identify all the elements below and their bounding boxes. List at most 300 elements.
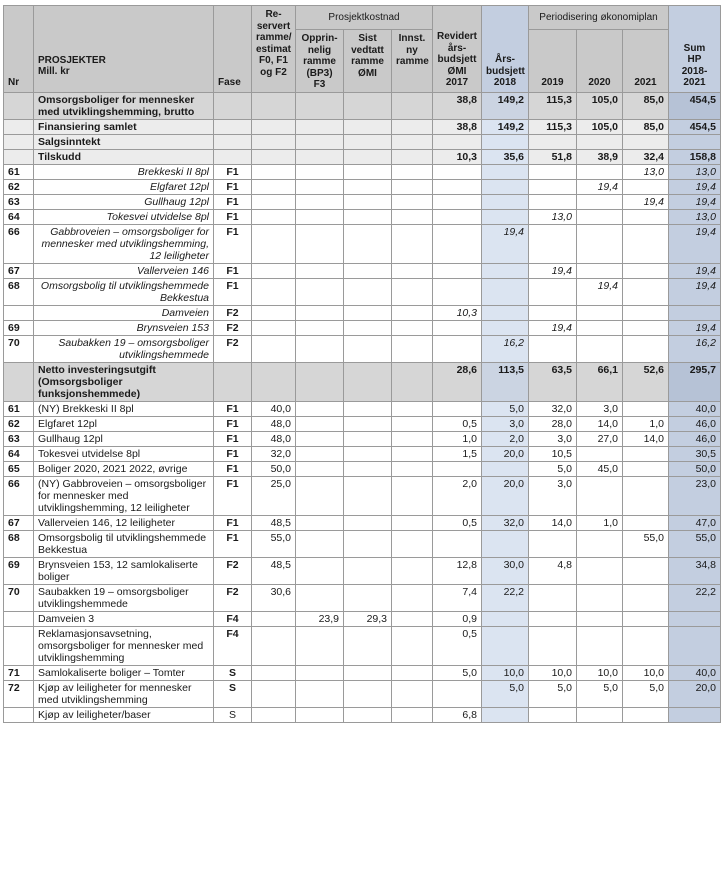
- header-opprinnelig-l1: Opprin-: [301, 33, 338, 44]
- table-row: [4, 263, 721, 278]
- sum-value: 19,4: [669, 194, 721, 209]
- opprinnelig-value: [296, 149, 344, 164]
- value-2019: 5,0: [529, 461, 577, 476]
- value-2020: 45,0: [577, 461, 623, 476]
- nr-cell: 70: [4, 335, 34, 362]
- nr-cell: 61: [4, 401, 34, 416]
- fase-cell: F1: [214, 263, 252, 278]
- sum-value: 16,2: [669, 335, 721, 362]
- value-2021: [623, 224, 669, 263]
- reserved-value: 55,0: [252, 530, 296, 557]
- reserved-value: [252, 278, 296, 305]
- arsbudsjett-value: 3,0: [482, 416, 529, 431]
- table-row: [4, 209, 721, 224]
- opprinnelig-value: [296, 263, 344, 278]
- revidert-value: 10,3: [433, 149, 482, 164]
- innst-value: [392, 119, 433, 134]
- arsbudsjett-value: [482, 611, 529, 626]
- sist-vedtatt-value: [344, 263, 392, 278]
- sist-vedtatt-value: [344, 476, 392, 515]
- revidert-value: [433, 461, 482, 476]
- innst-value: [392, 92, 433, 119]
- value-2020: [577, 530, 623, 557]
- value-2020: [577, 707, 623, 722]
- value-2020: [577, 557, 623, 584]
- reserved-value: 25,0: [252, 476, 296, 515]
- innst-value: [392, 278, 433, 305]
- value-2019: [529, 134, 577, 149]
- table-row: [4, 305, 721, 320]
- value-2021: 10,0: [623, 665, 669, 680]
- project-name: Brynsveien 153, 12 samlokaliserte boliger: [34, 557, 214, 584]
- value-2020: 5,0: [577, 680, 623, 707]
- header-opprinnelig: [296, 30, 344, 93]
- header-opprinnelig-l2: nelig: [307, 44, 332, 56]
- value-2019: [529, 164, 577, 179]
- opprinnelig-value: [296, 446, 344, 461]
- sist-vedtatt-value: [344, 446, 392, 461]
- value-2021: 19,4: [623, 194, 669, 209]
- table-row: [4, 584, 721, 611]
- header-opprinnelig-l3: ramme: [303, 56, 336, 67]
- revidert-value: 12,8: [433, 557, 482, 584]
- header-2019: 2019: [529, 30, 577, 93]
- fase-cell: F1: [214, 209, 252, 224]
- header-innst-l2: ny: [406, 44, 418, 56]
- nr-cell: [4, 134, 34, 149]
- project-name: Damveien: [34, 305, 214, 320]
- arsbudsjett-value: [482, 209, 529, 224]
- header-arsbudsjett-l2: budsjett: [486, 65, 525, 77]
- nr-cell: [4, 92, 34, 119]
- fase-cell: F1: [214, 179, 252, 194]
- nr-cell: 67: [4, 515, 34, 530]
- value-2020: [577, 263, 623, 278]
- table-row: [4, 431, 721, 446]
- sum-value: 40,0: [669, 665, 721, 680]
- value-2021: 5,0: [623, 680, 669, 707]
- header-sum-l2: HP: [687, 54, 702, 65]
- value-2021: [623, 584, 669, 611]
- sum-value: 22,2: [669, 584, 721, 611]
- header-2021: 2021: [623, 30, 669, 93]
- value-2021: [623, 263, 669, 278]
- opprinnelig-value: [296, 401, 344, 416]
- revidert-value: 10,3: [433, 305, 482, 320]
- sum-value: 295,7: [669, 362, 721, 401]
- arsbudsjett-value: [482, 164, 529, 179]
- opprinnelig-value: [296, 707, 344, 722]
- nr-cell: 71: [4, 665, 34, 680]
- arsbudsjett-value: 30,0: [482, 557, 529, 584]
- fase-cell: F1: [214, 431, 252, 446]
- opprinnelig-value: [296, 530, 344, 557]
- value-2021: [623, 134, 669, 149]
- arsbudsjett-value: 2,0: [482, 431, 529, 446]
- sum-value: 454,5: [669, 119, 721, 134]
- header-arsbudsjett: [482, 6, 529, 93]
- value-2019: [529, 584, 577, 611]
- project-name: Tilskudd: [34, 149, 214, 164]
- value-2020: 19,4: [577, 278, 623, 305]
- reserved-value: [252, 179, 296, 194]
- fase-cell: F1: [214, 515, 252, 530]
- revidert-value: 0,5: [433, 416, 482, 431]
- sist-vedtatt-value: [344, 557, 392, 584]
- fase-cell: F2: [214, 335, 252, 362]
- header-sist-l4: ØMI: [358, 67, 377, 79]
- project-name: (NY) Gabbroveien – omsorgsboliger for mennesker med utviklingshemming, 12 leiligheter: [34, 476, 214, 515]
- reserved-value: [252, 362, 296, 401]
- revidert-value: 28,6: [433, 362, 482, 401]
- project-name: Gullhaug 12pl: [34, 194, 214, 209]
- value-2020: 3,0: [577, 401, 623, 416]
- reserved-value: [252, 92, 296, 119]
- sist-vedtatt-value: [344, 680, 392, 707]
- value-2019: 19,4: [529, 320, 577, 335]
- innst-value: [392, 584, 433, 611]
- value-2020: 14,0: [577, 416, 623, 431]
- value-2020: 27,0: [577, 431, 623, 446]
- opprinnelig-value: [296, 119, 344, 134]
- revidert-value: 6,8: [433, 707, 482, 722]
- sist-vedtatt-value: [344, 707, 392, 722]
- innst-value: [392, 611, 433, 626]
- header-reserved: [252, 6, 296, 93]
- revidert-value: [433, 278, 482, 305]
- value-2019: [529, 278, 577, 305]
- nr-cell: [4, 119, 34, 134]
- opprinnelig-value: [296, 362, 344, 401]
- value-2019: 63,5: [529, 362, 577, 401]
- reserved-value: [252, 320, 296, 335]
- fase-cell: F1: [214, 194, 252, 209]
- arsbudsjett-value: 5,0: [482, 680, 529, 707]
- header-revidert-l2: års-: [447, 42, 467, 54]
- arsbudsjett-value: 149,2: [482, 92, 529, 119]
- opprinnelig-value: 23,9: [296, 611, 344, 626]
- table-row: [4, 611, 721, 626]
- reserved-value: [252, 164, 296, 179]
- table-row: [4, 530, 721, 557]
- project-name: Saubakken 19 – omsorgsboliger utviklingshemmede: [34, 335, 214, 362]
- revidert-value: 5,0: [433, 665, 482, 680]
- arsbudsjett-value: 10,0: [482, 665, 529, 680]
- revidert-value: [433, 134, 482, 149]
- table-row: [4, 335, 721, 362]
- nr-cell: 62: [4, 179, 34, 194]
- innst-value: [392, 680, 433, 707]
- fase-cell: S: [214, 665, 252, 680]
- value-2021: [623, 446, 669, 461]
- fase-cell: [214, 362, 252, 401]
- innst-value: [392, 362, 433, 401]
- fase-cell: F2: [214, 557, 252, 584]
- fase-cell: [214, 134, 252, 149]
- reserved-value: [252, 707, 296, 722]
- nr-cell: 65: [4, 461, 34, 476]
- opprinnelig-value: [296, 461, 344, 476]
- opprinnelig-value: [296, 320, 344, 335]
- sum-value: 13,0: [669, 209, 721, 224]
- header-reserved-l1: Re-: [265, 9, 282, 20]
- opprinnelig-value: [296, 194, 344, 209]
- value-2021: [623, 335, 669, 362]
- value-2019: 14,0: [529, 515, 577, 530]
- project-name: Tokesvei utvidelse 8pl: [34, 446, 214, 461]
- project-name: Samlokaliserte boliger – Tomter: [34, 665, 214, 680]
- table-row: [4, 416, 721, 431]
- arsbudsjett-value: [482, 278, 529, 305]
- table-row: [4, 680, 721, 707]
- arsbudsjett-value: [482, 320, 529, 335]
- header-fase: Fase: [214, 6, 252, 93]
- opprinnelig-value: [296, 305, 344, 320]
- value-2020: 105,0: [577, 92, 623, 119]
- sum-value: 19,4: [669, 320, 721, 335]
- arsbudsjett-value: [482, 194, 529, 209]
- header-2020: 2020: [577, 30, 623, 93]
- header-sist-vedtatt: [344, 30, 392, 93]
- nr-cell: [4, 611, 34, 626]
- innst-value: [392, 224, 433, 263]
- arsbudsjett-value: 32,0: [482, 515, 529, 530]
- value-2020: [577, 305, 623, 320]
- value-2020: [577, 626, 623, 665]
- fase-cell: F1: [214, 476, 252, 515]
- header-sum-l1: Sum: [683, 42, 706, 54]
- revidert-value: [433, 194, 482, 209]
- value-2019: 5,0: [529, 680, 577, 707]
- project-name: Finansiering samlet: [34, 119, 214, 134]
- innst-value: [392, 665, 433, 680]
- value-2019: [529, 626, 577, 665]
- arsbudsjett-value: [482, 134, 529, 149]
- header-reserved-l6: og F2: [260, 66, 287, 78]
- value-2019: [529, 305, 577, 320]
- value-2019: [529, 707, 577, 722]
- reserved-value: 48,5: [252, 515, 296, 530]
- value-2021: 14,0: [623, 431, 669, 446]
- value-2020: [577, 134, 623, 149]
- arsbudsjett-value: [482, 305, 529, 320]
- value-2020: 105,0: [577, 119, 623, 134]
- innst-value: [392, 164, 433, 179]
- arsbudsjett-value: [482, 461, 529, 476]
- header-project-line1: PROSJEKTER: [38, 54, 106, 66]
- table-row: [4, 149, 721, 164]
- table-row: [4, 278, 721, 305]
- revidert-value: [433, 209, 482, 224]
- revidert-value: [433, 320, 482, 335]
- value-2021: 85,0: [623, 119, 669, 134]
- nr-cell: 69: [4, 320, 34, 335]
- innst-value: [392, 179, 433, 194]
- table-row: [4, 119, 721, 134]
- revidert-value: [433, 530, 482, 557]
- reserved-value: 48,0: [252, 431, 296, 446]
- value-2019: [529, 194, 577, 209]
- project-name: Brynsveien 153: [34, 320, 214, 335]
- reserved-value: [252, 224, 296, 263]
- header-revidert: [433, 6, 482, 93]
- sum-value: 40,0: [669, 401, 721, 416]
- sist-vedtatt-value: [344, 320, 392, 335]
- table-row: [4, 557, 721, 584]
- sist-vedtatt-value: [344, 224, 392, 263]
- sum-value: 19,4: [669, 179, 721, 194]
- value-2020: 66,1: [577, 362, 623, 401]
- table-row: [4, 515, 721, 530]
- value-2020: 38,9: [577, 149, 623, 164]
- value-2021: [623, 209, 669, 224]
- table-row: [4, 164, 721, 179]
- fase-cell: F1: [214, 224, 252, 263]
- sist-vedtatt-value: [344, 209, 392, 224]
- innst-value: [392, 461, 433, 476]
- header-revidert-l3: budsjett: [437, 54, 477, 65]
- table-row: [4, 401, 721, 416]
- reserved-value: [252, 626, 296, 665]
- value-2021: [623, 401, 669, 416]
- revidert-value: 0,5: [433, 626, 482, 665]
- sum-value: [669, 707, 721, 722]
- nr-cell: 64: [4, 209, 34, 224]
- sum-value: 20,0: [669, 680, 721, 707]
- value-2019: [529, 530, 577, 557]
- sist-vedtatt-value: [344, 665, 392, 680]
- header-reserved-l5: F0, F1: [259, 55, 288, 66]
- nr-cell: 66: [4, 476, 34, 515]
- reserved-value: [252, 194, 296, 209]
- revidert-value: [433, 263, 482, 278]
- value-2019: [529, 179, 577, 194]
- value-2019: 4,8: [529, 557, 577, 584]
- arsbudsjett-value: 35,6: [482, 149, 529, 164]
- project-name: Omsorgsbolig til utviklingshemmede Bekkestua: [34, 278, 214, 305]
- header-arsbudsjett-l1: Års-: [494, 54, 515, 65]
- opprinnelig-value: [296, 665, 344, 680]
- revidert-value: 38,8: [433, 92, 482, 119]
- table-row: [4, 362, 721, 401]
- project-name: Elgfaret 12pl: [34, 179, 214, 194]
- reserved-value: [252, 335, 296, 362]
- header-sist-l2: vedtatt: [351, 44, 384, 56]
- fase-cell: F1: [214, 401, 252, 416]
- header-sum-l3: 2018-: [681, 65, 708, 77]
- reserved-value: 50,0: [252, 461, 296, 476]
- innst-value: [392, 305, 433, 320]
- header-innst: [392, 30, 433, 93]
- value-2020: 19,4: [577, 179, 623, 194]
- nr-cell: 64: [4, 446, 34, 461]
- table-row: [4, 446, 721, 461]
- value-2020: 1,0: [577, 515, 623, 530]
- fase-cell: F4: [214, 626, 252, 665]
- value-2021: [623, 707, 669, 722]
- project-name: Omsorgsbolig til utviklingshemmede Bekkestua: [34, 530, 214, 557]
- nr-cell: 61: [4, 164, 34, 179]
- value-2021: [623, 626, 669, 665]
- revidert-value: 1,0: [433, 431, 482, 446]
- opprinnelig-value: [296, 179, 344, 194]
- value-2019: 51,8: [529, 149, 577, 164]
- revidert-value: 0,9: [433, 611, 482, 626]
- innst-value: [392, 335, 433, 362]
- reserved-value: [252, 611, 296, 626]
- sum-value: 46,0: [669, 416, 721, 431]
- reserved-value: 40,0: [252, 401, 296, 416]
- arsbudsjett-value: 22,2: [482, 584, 529, 611]
- investment-table: [3, 5, 721, 723]
- reserved-value: [252, 665, 296, 680]
- opprinnelig-value: [296, 680, 344, 707]
- nr-cell: [4, 362, 34, 401]
- fase-cell: F2: [214, 305, 252, 320]
- sum-value: 19,4: [669, 224, 721, 263]
- nr-cell: 62: [4, 416, 34, 431]
- sist-vedtatt-value: 29,3: [344, 611, 392, 626]
- table-row: [4, 134, 721, 149]
- table-row: [4, 665, 721, 680]
- opprinnelig-value: [296, 92, 344, 119]
- value-2021: [623, 179, 669, 194]
- sist-vedtatt-value: [344, 416, 392, 431]
- value-2021: [623, 557, 669, 584]
- header-sist-l3: ramme: [351, 56, 384, 67]
- opprinnelig-value: [296, 584, 344, 611]
- reserved-value: 30,6: [252, 584, 296, 611]
- header-sum-l4: 2021: [683, 77, 706, 88]
- sum-value: [669, 134, 721, 149]
- opprinnelig-value: [296, 557, 344, 584]
- opprinnelig-value: [296, 626, 344, 665]
- nr-cell: 70: [4, 584, 34, 611]
- fase-cell: F1: [214, 416, 252, 431]
- value-2019: 13,0: [529, 209, 577, 224]
- innst-value: [392, 401, 433, 416]
- fase-cell: [214, 119, 252, 134]
- sum-value: 46,0: [669, 431, 721, 446]
- value-2020: [577, 209, 623, 224]
- arsbudsjett-value: 5,0: [482, 401, 529, 416]
- opprinnelig-value: [296, 134, 344, 149]
- sum-value: 13,0: [669, 164, 721, 179]
- value-2021: 32,4: [623, 149, 669, 164]
- value-2019: 19,4: [529, 263, 577, 278]
- value-2019: 3,0: [529, 476, 577, 515]
- project-name: Vallerveien 146, 12 leiligheter: [34, 515, 214, 530]
- value-2020: [577, 194, 623, 209]
- project-name: Kjøp av leiligheter/baser: [34, 707, 214, 722]
- opprinnelig-value: [296, 476, 344, 515]
- value-2019: 10,5: [529, 446, 577, 461]
- revidert-value: 38,8: [433, 119, 482, 134]
- value-2019: 115,3: [529, 119, 577, 134]
- fase-cell: S: [214, 707, 252, 722]
- value-2019: 32,0: [529, 401, 577, 416]
- project-name: Gabbroveien – omsorgsboliger for mennesker med utviklingshemming, 12 leiligheter: [34, 224, 214, 263]
- value-2021: 52,6: [623, 362, 669, 401]
- value-2020: [577, 320, 623, 335]
- sum-value: 158,8: [669, 149, 721, 164]
- reserved-value: [252, 263, 296, 278]
- value-2021: 55,0: [623, 530, 669, 557]
- innst-value: [392, 149, 433, 164]
- arsbudsjett-value: 113,5: [482, 362, 529, 401]
- header-revidert-l1: Revidert: [437, 31, 478, 42]
- sist-vedtatt-value: [344, 278, 392, 305]
